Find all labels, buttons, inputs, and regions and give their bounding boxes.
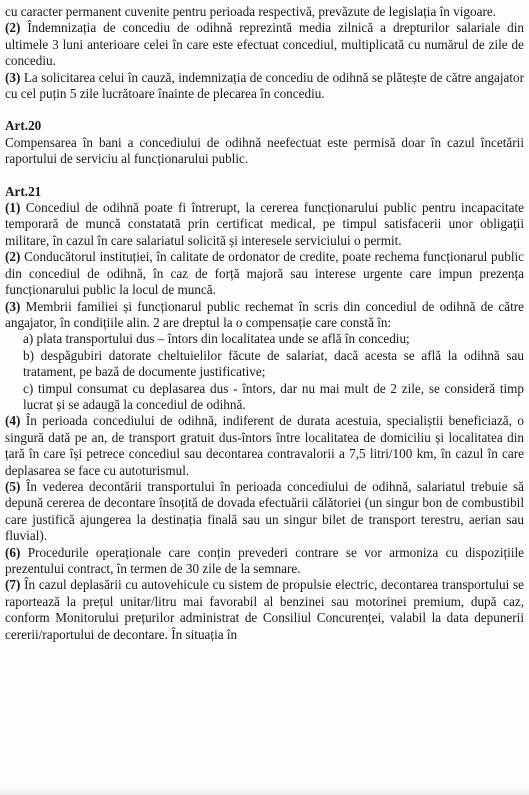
paragraph (5, 479, 524, 545)
paragraph-number: (7) (5, 577, 21, 593)
list-item (5, 381, 524, 414)
list-item (5, 348, 524, 381)
paragraph (5, 545, 524, 578)
paragraph-number: (5) (5, 478, 21, 494)
paragraph-number: (1) (5, 200, 21, 216)
paragraph-text: b) despăgubiri datorate cheltuielilor făcute de salariat, dacă acesta se află la odihnă sau tratament, pe bază de documente justificative; (23, 347, 524, 380)
paragraph-text: Membrii familiei și funcționarul public rechemat în scris din concediul de odihnă de către angajator, în condițiile alin. 2 are dreptul la o compensație care constă în: (5, 298, 524, 330)
list-item (5, 331, 524, 347)
paragraph (5, 299, 524, 332)
scan-shadow-edge (0, 787, 529, 795)
paragraph-text: a) plata transportului dus – întors din localitatea unde se află în concediu; (23, 331, 410, 347)
paragraph-text: În vederea decontării transportului în perioada concediului de odihnă, salariatul trebuie să depună cererea de decontare însoțită de dovada efectuării călătoriei (un singur bon de combustibil care justifică ajungerea la destinația finală sau un singur bilet de transport terestru, aerian sau fluvial). (5, 478, 524, 544)
paragraph-number: (3) (5, 69, 21, 85)
paragraph-number: (3) (5, 298, 21, 314)
paragraph (5, 200, 524, 249)
paragraph (5, 413, 524, 479)
paragraph-text: cu caracter permanent cuvenite pentru perioada respectivă, prevăzute de legislația în vigoare. (5, 4, 496, 19)
paragraph-text: Conducătorul instituției, în calitate de ordonator de credite, poate rechema funcționarul public din concediul de odihnă, în caz de forță majoră sau interese urgente care impun prezența funcționarului public la locul de muncă. (5, 249, 524, 298)
paragraph-text: La solicitarea celui în cauză, indemnizația de concediu de odihnă se plătește de către angajator cu cel puțin 5 zile lucrătoare înainte de plecarea în concediu. (5, 69, 524, 102)
paragraph-number: (2) (5, 20, 21, 36)
paragraph (5, 135, 524, 168)
paragraph-text: Compensarea în bani a concediului de odihnă neefectuat este permisă doar în cazul încetării raportului de serviciu al funcționarului public. (5, 134, 524, 167)
document-body (5, 4, 524, 643)
paragraph-text: În cazul deplasării cu autovehicule cu sistem de propulsie electric, decontarea transportului se raportează la prețul unitar/litru mai favorabil al benzinei sau motorinei premium, după caz, conform Monitorului prețurilor administrat de Consiliul Concurenței, valabil la data depunerii cererii/raportului de decontare. În situația în (5, 577, 524, 642)
paragraph-number: (2) (5, 249, 21, 265)
article-heading: Art.20 (5, 118, 42, 134)
paragraph-spacer (5, 102, 524, 118)
paragraph-text: Îndemnizația de concediu de odihnă reprezintă media zilnică a drepturilor salariale din ultimele 3 luni anterioare celei în care este efectuat concediul, multiplicată cu numărul de zile de concediu. (5, 20, 524, 69)
paragraph-text: c) timpul consumat cu deplasarea dus - întors, dar nu mai mult de 2 zile, se consideră timp lucrat și se adaugă la concediul de odihnă. (23, 380, 524, 412)
paragraph-text: Concediul de odihnă poate fi întrerupt, la cererea funcționarului public pentru incapacitate temporară de muncă constatată prin certificat medical, pe timpul satisfacerii unor obligații militare, în cazul în care salariatul solicită și interesele serviciului o permit. (5, 200, 524, 248)
paragraph-spacer (5, 168, 524, 184)
paragraph-number: (6) (5, 544, 21, 560)
paragraph-text: Procedurile operaționale care conțin prevederi contrare se vor armoniza cu dispozițiile prezentului contract, în termen de 30 zile de la semnare. (5, 544, 524, 576)
paragraph (5, 249, 524, 298)
paragraph-text: În perioada concediului de odihnă, indiferent de durata acestuia, specialiștii beneficiază, o singură dată pe an, de transport gratuit dus-întors între localitatea de domiciliu și localitatea din țară în care își petrece concediul sau decontarea contravalorii a 7,5 litri/100 km, în cazul în care deplasarea se face cu autoturismul. (5, 413, 524, 478)
paragraph-number: (4) (5, 413, 21, 429)
paragraph (5, 4, 524, 20)
paragraph (5, 70, 524, 103)
paragraph (5, 577, 524, 643)
paragraph (5, 20, 524, 69)
article-heading: Art.21 (5, 183, 42, 199)
